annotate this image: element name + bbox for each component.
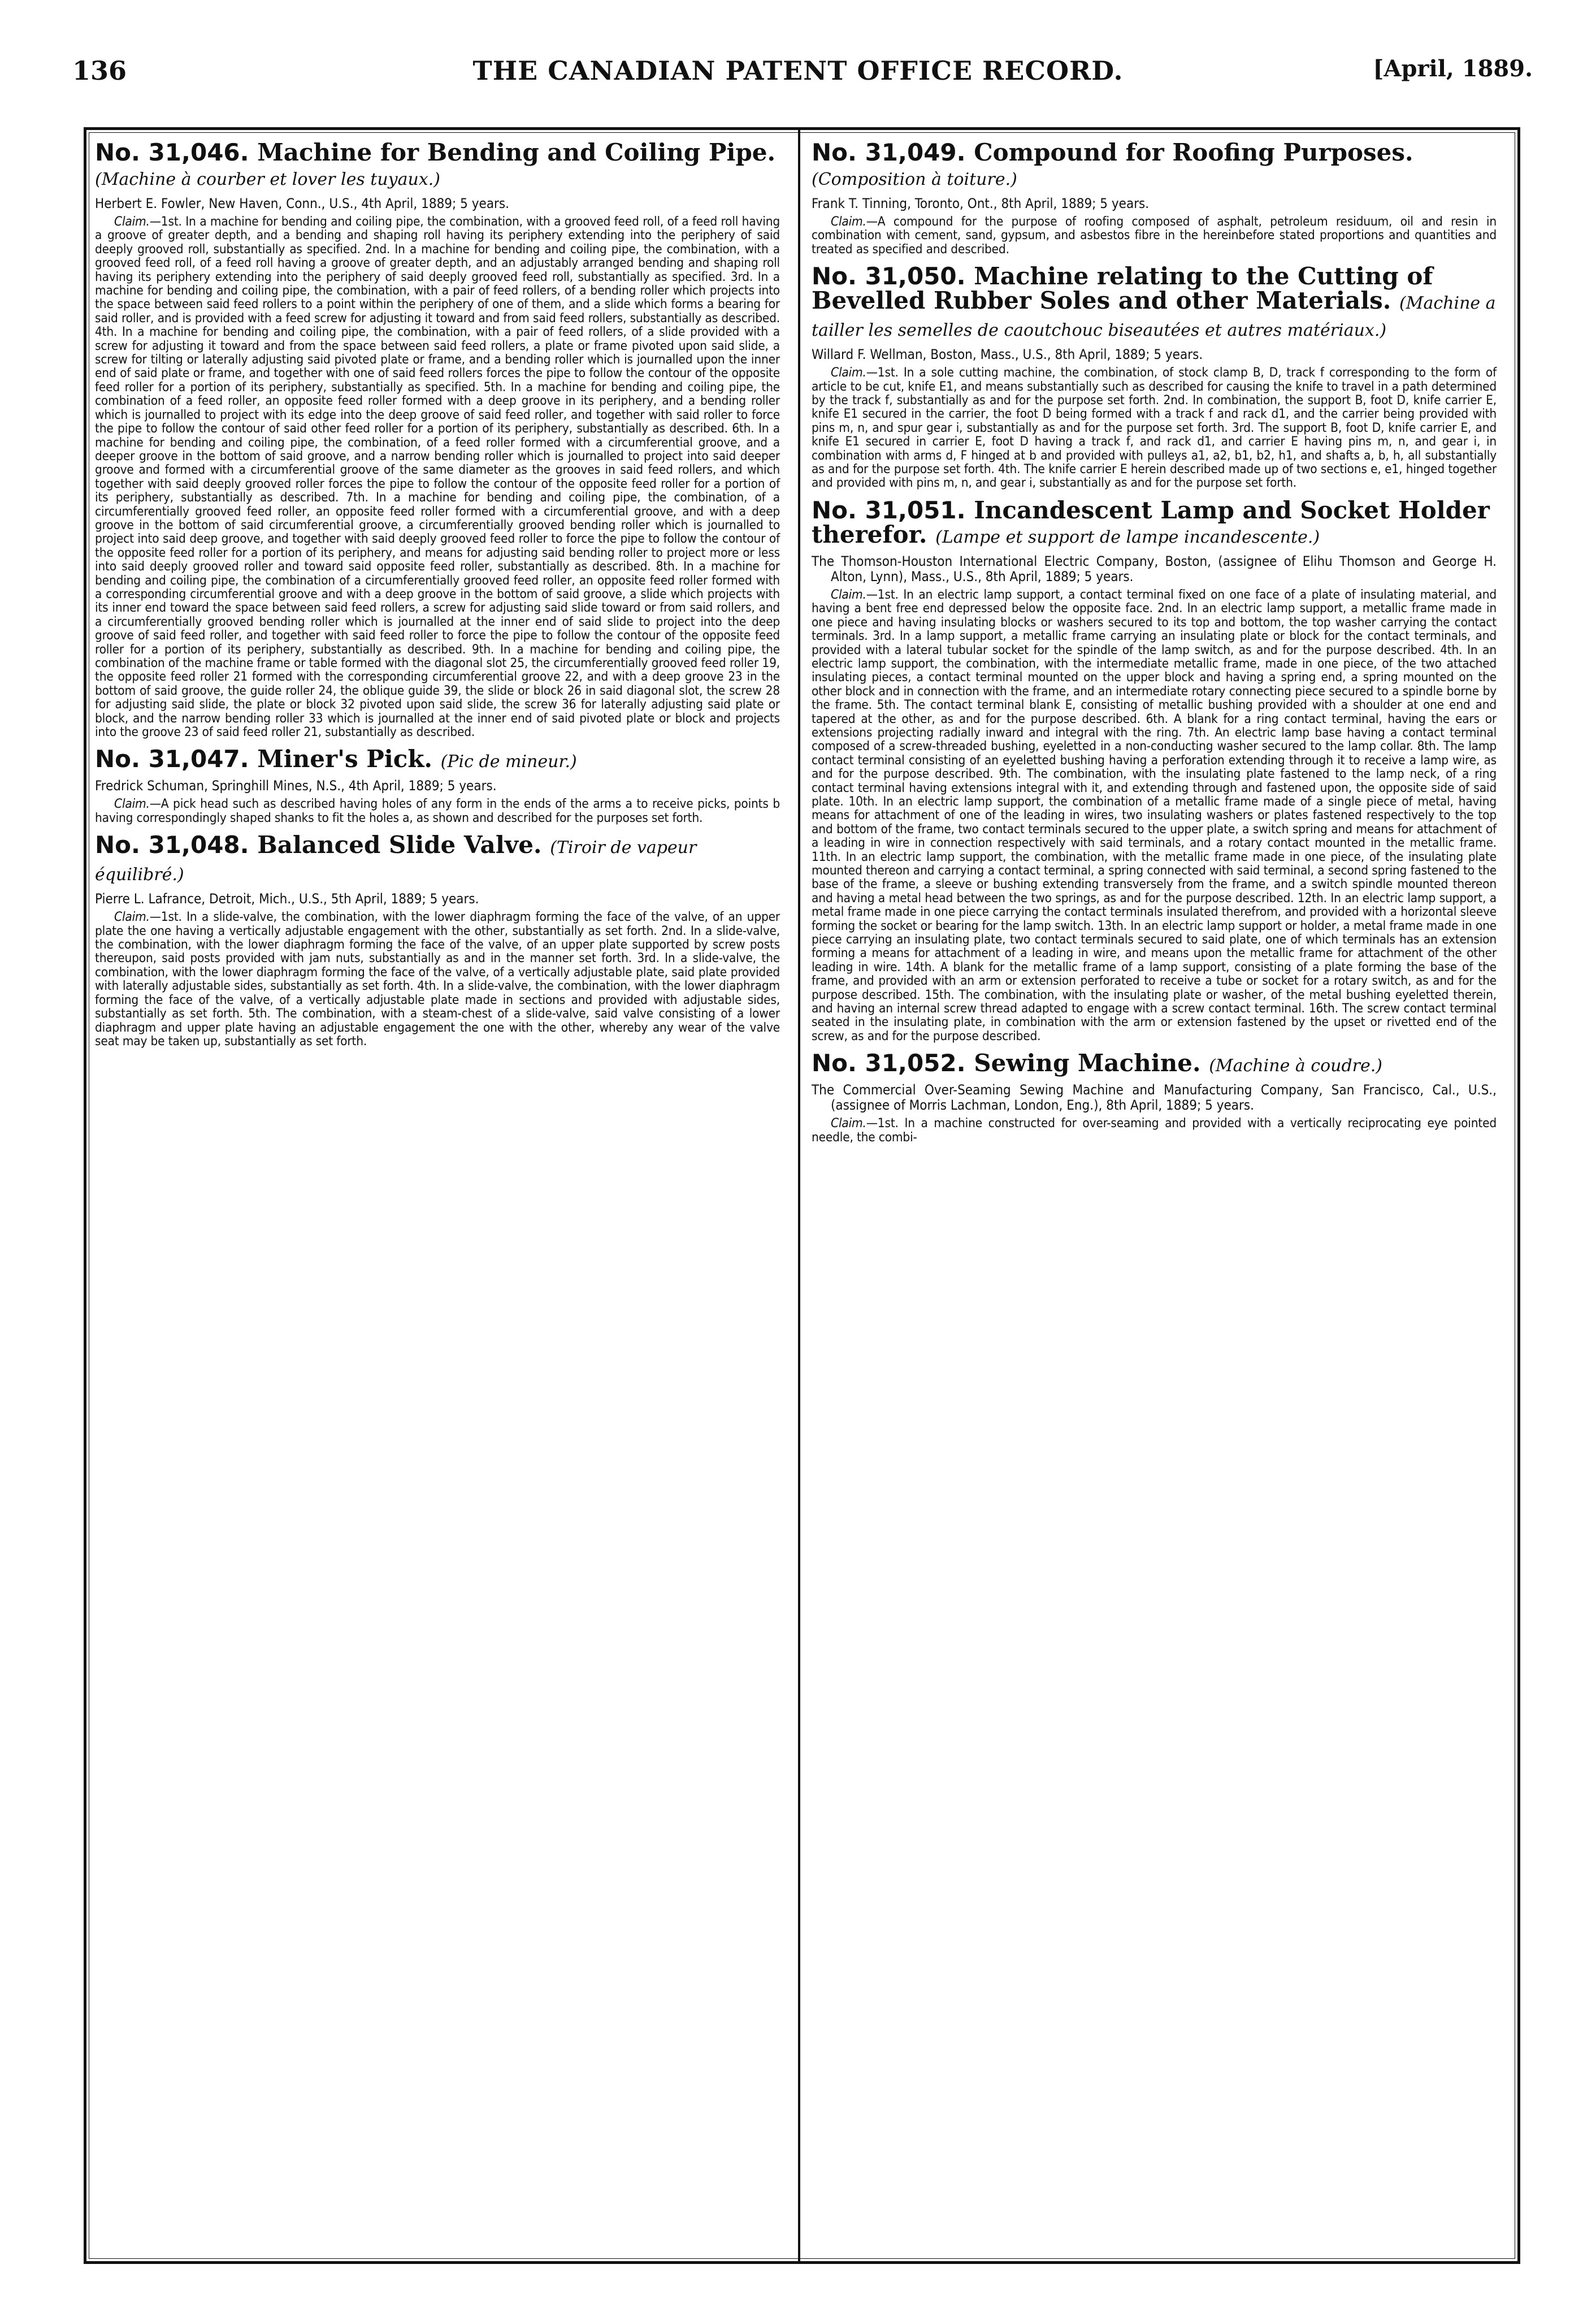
patent-french-title: (Machine à coudre.) <box>1209 1056 1383 1076</box>
patent-applicant: The Commercial Over-Seaming Sewing Machine and Manufacturing Company, San Francisco, Cal., U.S., (assignee of Morris Lachman, London, Eng.), 8th April, 1889; 5 years. <box>812 1082 1497 1114</box>
patent-claim <box>95 215 780 739</box>
journal-title: THE CANADIAN PATENT OFFICE RECORD. <box>472 55 1124 86</box>
patent-entry-31047 <box>95 747 780 825</box>
patent-title: Balanced Slide Valve. <box>257 831 542 859</box>
claim-text: —1st. In a slide-valve, the combination, with the lower diaphragm forming the face of the valve, of an upper plate the one having a vertically adjustable engagement with the other, substantially as set forth. 2nd. In a slide-valve, the combination, with the lower diaphragm forming the face of the valve, of an upper plate supported by screw posts thereupon, said posts provided with jam nuts, substantially as and in the manner set forth. 3rd. In a slide-valve, the combination, with the lower diaphragm forming the face of the valve, of a vertically adjustable plate, said plate provided with laterally adjustable sides, substantially as set forth. 4th. In a slide-valve, the combination, with the lower diaphragm forming the face of the valve, of a vertically adjustable plate made in sections and provided with adjustable sides, substantially as set forth. 5th. The combination, with a steam-chest of a slide-valve, said valve consisting of a lower diaphragm and upper plate having an adjustable engagement the one with the other, whereby any wear of the valve seat may be taken up, substantially as set forth. <box>95 910 780 1049</box>
patent-entry-31049 <box>812 140 1497 256</box>
claim-text: —1st. In a sole cutting machine, the combination, of stock clamp B, D, track f corresponding to the form of article to be cut, knife E1, and means substantially such as described for causing the knife to travel in a path determined by the track f, substantially as and for the purpose set forth. 2nd. In combination, the support B, foot D, knife carrier E, knife E1 secured in the carrier, the foot D being formed with a track f and rack d1, and the carrier being provided with pins m, n, and spur gear i, substantially as and for the purpose set forth. 3rd. The support B, foot D, knife carrier E, and knife E1 secured in carrier E, foot D having a track f, and rack d1, and carrier E having pins m, n, and gear i, in combination with arms d, F hinged at b and provided with pulleys a1, a2, b1, b2, h1, and shafts a, b, h, all substantially as and for the purpose set forth. 4th. The knife carrier E herein described made up of two sections e, e1, hinged together and provided with pins m, n, and gear i, substantially as and for the purpose set forth. <box>812 365 1497 491</box>
patent-applicant: The Thomson-Houston International Electric Company, Boston, (assignee of Elihu Thomson and George H. Alton, Lynn), Mass., U.S., 8th April, 1889; 5 years. <box>812 553 1497 585</box>
patent-french-title: (Lampe et support de lampe incandescente.) <box>935 527 1320 547</box>
page-number: 136 <box>72 55 127 86</box>
claim-text: —A compound for the purpose of roofing composed of asphalt, petroleum residuum, oil and resin in combination with cement, sand, gypsum, and asbestos fibre in the hereinbefore stated proportions and quantities and treated as specified and described. <box>812 214 1497 257</box>
patent-entry-31052 <box>812 1051 1497 1144</box>
patent-heading <box>812 140 1497 192</box>
patent-claim <box>812 215 1497 256</box>
patent-claim <box>812 588 1497 1043</box>
patent-entry-31046 <box>95 140 780 739</box>
patent-applicant: Fredrick Schuman, Springhill Mines, N.S., 4th April, 1889; 5 years. <box>95 778 497 794</box>
patent-entry-31051 <box>812 498 1497 1043</box>
patent-applicant: Willard F. Wellman, Boston, Mass., U.S., 8th April, 1889; 5 years. <box>812 347 1203 363</box>
patent-number: No. 31,049. <box>812 138 966 166</box>
patent-title: Machine relating to the Cutting of Bevelled Rubber Soles and other Materials. <box>812 262 1433 315</box>
patent-french-title: (Pic de mineur.) <box>440 752 577 772</box>
column-divider <box>798 130 800 2261</box>
claim-text: —1st. In an electric lamp support, a contact terminal fixed on one face of a plate of insulating material, and having a bent free end depressed below the opposite face. 2nd. In an electric lamp support, a metallic frame made in one piece and having insulating blocks or washers secured to its top and bottom, the top washer carrying the contact terminals. 3rd. In a lamp support, a metallic frame carrying an insulating plate or block for the contact terminals, and provided with a lateral tubular socket for the spindle of the lamp switch, as and for the purpose described. 4th. In an electric lamp support, the combination, with the intermediate metallic frame, made in one piece, of the two attached insulating pieces, a contact terminal mounted on the upper block and having a spring end, a spring mounted on the other block and in connection with the frame, and an intermediate rotary connecting piece secured to a spindle borne by the frame. 5th. The contact terminal blank E, consisting of metallic bushing provided with a shoulder at one end and tapered at the other, as and for the purpose described. 6th. A blank for a ring contact terminal, having the ears or extensions projecting radially inward and integral with the ring. 7th. An electric lamp base having a contact terminal composed of a screw-threaded bushing, eyeletted in a non-conducting washer secured to the lamp collar. 8th. The lamp contact terminal consisting of an eyeletted bushing having a perforation extending through it to receive a lamp wire, as and for the purpose described. 9th. The combination, with the insulating plate fastened to the lamp neck, of a ring contact terminal having extensions integral with it, and extending through and fastened upon, the opposite side of said plate. 10th. In an electric lamp support, the combination of a metallic frame made of a single piece of metal, having means for attachment of one of the leading in wires, two insulating washers or plates fastened respectively to the top and bottom of the frame, two contact terminals secured to the upper plate, a switch spring and means for attachment of a leading in wire in connection respectively with said terminals, and a rotary contact mounted in the metallic frame. 11th. In an electric lamp support, the combination, with the metallic frame made in one piece, of the insulating plate mounted thereon and carrying a contact terminal, a spring connected with said terminal, a second spring fastened to the base of the frame, a sleeve or bushing extending transversely from the frame, and a switch spindle mounted thereon and having a metal head between the two springs, as and for the purpose described. 12th. In an electric lamp support, a metal frame made in one piece carrying the contact terminals insulated therefrom, and provided with a horizontal sleeve forming the socket or bearing for the lamp switch. 13th. In an electric lamp support or holder, a metal frame made in one piece carrying an insulating plate, two contact terminals secured to said plate, one of which terminals has an extension forming a means for attachment of a leading in wire, and means upon the metallic frame for attachment of the other leading in wire. 14th. A blank for the metallic frame of a lamp support, consisting of a plate forming the base of the frame, and provided with an arm or extension perforated to receive a tube or socket for a rotary switch, as and for the purpose described. 15th. The combination, with the insulating plate or washer, of the metal bushing eyeletted therein, and having an internal screw thread adapted to engage with a screw contact terminal. 16th. The screw contact terminal seated in the insulating plate, in combination with the arm or extension fastened by the upset or rivetted end of the screw, as and for the purpose described. <box>812 587 1497 1044</box>
page-header <box>0 0 1596 113</box>
patent-number: No. 31,050. <box>812 262 966 291</box>
patent-french-title: (Composition à toiture.) <box>812 170 1017 189</box>
patent-title: Compound for Roofing Purposes. <box>974 138 1413 166</box>
patent-number: No. 31,047. <box>95 745 249 773</box>
patent-heading <box>95 140 780 192</box>
patent-french-title: (Machine à courber et lover les tuyaux.) <box>95 170 440 189</box>
patent-french-title: (Machine a tailler les semelles de caoutchouc biseautées et autres matériaux.) <box>812 293 1496 341</box>
patent-heading <box>95 747 780 774</box>
claim-label: Claim. <box>831 587 866 602</box>
patent-claim <box>812 1116 1497 1144</box>
patent-applicant: Frank T. Tinning, Toronto, Ont., 8th April, 1889; 5 years. <box>812 196 1150 211</box>
patent-title: Miner's Pick. <box>257 745 433 773</box>
patent-french-title: (Tiroir de vapeur équilibré.) <box>95 838 697 885</box>
claim-label: Claim. <box>114 214 150 229</box>
claim-label: Claim. <box>114 796 150 812</box>
patent-applicant: Pierre L. Lafrance, Detroit, Mich., U.S., 5th April, 1889; 5 years. <box>95 891 479 907</box>
claim-text: —1st. In a machine for bending and coiling pipe, the combination, with a grooved feed roll, of a feed roll having a groove of greater depth, and a bending and shaping roll having its periphery extending into the periphery of said deeply grooved roll, substantially as specified. 2nd. In a machine for bending and coiling pipe, the combination, with a grooved feed roll, of a feed roll having a groove of greater depth, and an adjustably arranged bending and shaping roll having its periphery extending into the periphery of said deeply grooved feed roll, substantially as specified. 3rd. In a machine for bending and coiling pipe, the combination, with a pair of feed rollers, of a bending roller which projects into the space between said feed rollers to a point within the periphery of one of them, and a slide which forms a bearing for said roller, and is provided with a feed screw for adjusting it toward and from said feed rollers, substantially as described. 4th. In a machine for bending and coiling pipe, the combination, with a pair of feed rollers, of a slide provided with a screw for adjusting it toward and from the space between said feed rollers, a plate or frame pivoted upon said slide, a screw for tilting or laterally adjusting said pivoted plate or frame, and a bending roller which is journalled upon the inner end of said plate or frame, and together with one of said feed rollers forces the pipe to follow the contour of the opposite feed roller for a portion of its periphery, substantially as specified. 5th. In a machine for bending and coiling pipe, the combination of a feed roller, an opposite feed roller formed with a deep groove in its periphery, and a bending roller which is journalled to project with its edge into the deep groove of said feed roller, and together with said roller to force the pipe to follow the contour of said other feed roller for a portion of its periphery, substantially as described. 6th. In a machine for bending and coiling pipe, the combination, of a feed roller formed with a circumferential groove, and a deeper groove in the bottom of said groove, and a narrow bending roller which is journalled to project into said deeper groove and formed with a circumferential groove of the same diameter as the grooves in said feed rollers, and which together with said deeply grooved roller forces the pipe to follow the contour of the opposite feed roller for a portion of its periphery, substantially as described. 7th. In a machine for bending and coiling pipe, the combination, of a circumferentially grooved feed roller, an opposite feed roller formed with a circumferential groove, and with a deep groove in the bottom of said circumferential groove, a circumferentially grooved bending roller which is journalled to project into said deep groove, and together with said deeply grooved feed roller to force the pipe to follow the contour of the opposite feed roller for a portion of its periphery, and means for adjusting said bending roller to project more or less into said deeply grooved roller and toward said opposite feed roller, substantially as described. 8th. In a machine for bending and coiling pipe, the combination of a circumferentially grooved feed roller, an opposite feed roller formed with a corresponding circumferential groove and with a deep groove in the bottom of said groove, a slide which projects with its inner end toward the space between said feed rollers, a screw for adjusting said slide toward or from said rollers, and a circumferentially grooved bending roller which is journalled at the inner end of said slide to project into the deep groove of said feed roller, and together with said feed roller to force the pipe to follow the contour of the opposite feed roller for a portion of its periphery, substantially as described. 9th. In a machine for bending and coiling pipe, the combination of the machine frame or table formed with the diagonal slot 25, the circumferentially grooved feed roller 19, the opposite feed roller 21 formed with the corresponding circumferential groove 22, and with a deep groove 23 in the bottom of said groove, the guide roller 24, the oblique guide 39, the slide or block 26 in said diagonal slot, the screw 28 for adjusting said slide, the plate or block 32 pivoted upon said slide, the screw 36 for laterally adjusting said plate or block, and the narrow bending roller 33 which is journalled at the inner end of said pivoted plate or block and projects into the groove 23 of said feed roller 21, substantially as described. <box>95 214 780 740</box>
patent-claim <box>95 910 780 1048</box>
claim-text: —1st. In a machine constructed for over-seaming and provided with a vertically reciprocating eye pointed needle, the combi- <box>812 1116 1497 1145</box>
patent-claim <box>95 797 780 825</box>
patent-title: Sewing Machine. <box>974 1051 1201 1077</box>
patent-number: No. 31,048. <box>95 831 249 859</box>
left-column <box>95 140 780 2249</box>
patent-claim <box>812 366 1497 490</box>
patent-heading <box>812 264 1497 343</box>
patent-applicant: Herbert E. Fowler, New Haven, Conn., U.S., 4th April, 1889; 5 years. <box>95 196 510 211</box>
patent-number: No. 31,046. <box>95 138 249 166</box>
patent-title: Incandescent Lamp and Socket Holder therefor. <box>812 496 1490 548</box>
patent-heading <box>812 1051 1497 1078</box>
claim-label: Claim. <box>114 910 150 925</box>
patent-title: Machine for Bending and Coiling Pipe. <box>257 138 776 166</box>
patent-entry-31048 <box>95 833 780 1048</box>
patent-heading <box>95 833 780 887</box>
claim-label: Claim. <box>831 1116 866 1131</box>
claim-label: Claim. <box>831 214 866 229</box>
claim-label: Claim. <box>831 365 866 380</box>
patent-heading <box>812 498 1497 549</box>
patent-number: No. 31,052. <box>812 1051 966 1077</box>
claim-text: —A pick head such as described having holes of any form in the ends of the arms a to receive picks, points b having correspondingly shaped shanks to fit the holes a, as shown and described for the purposes set forth. <box>95 796 780 825</box>
patent-entry-31050 <box>812 264 1497 490</box>
issue-date: [April, 1889. <box>1373 55 1533 82</box>
right-column <box>812 140 1497 2249</box>
patent-number: No. 31,051. <box>812 496 966 524</box>
